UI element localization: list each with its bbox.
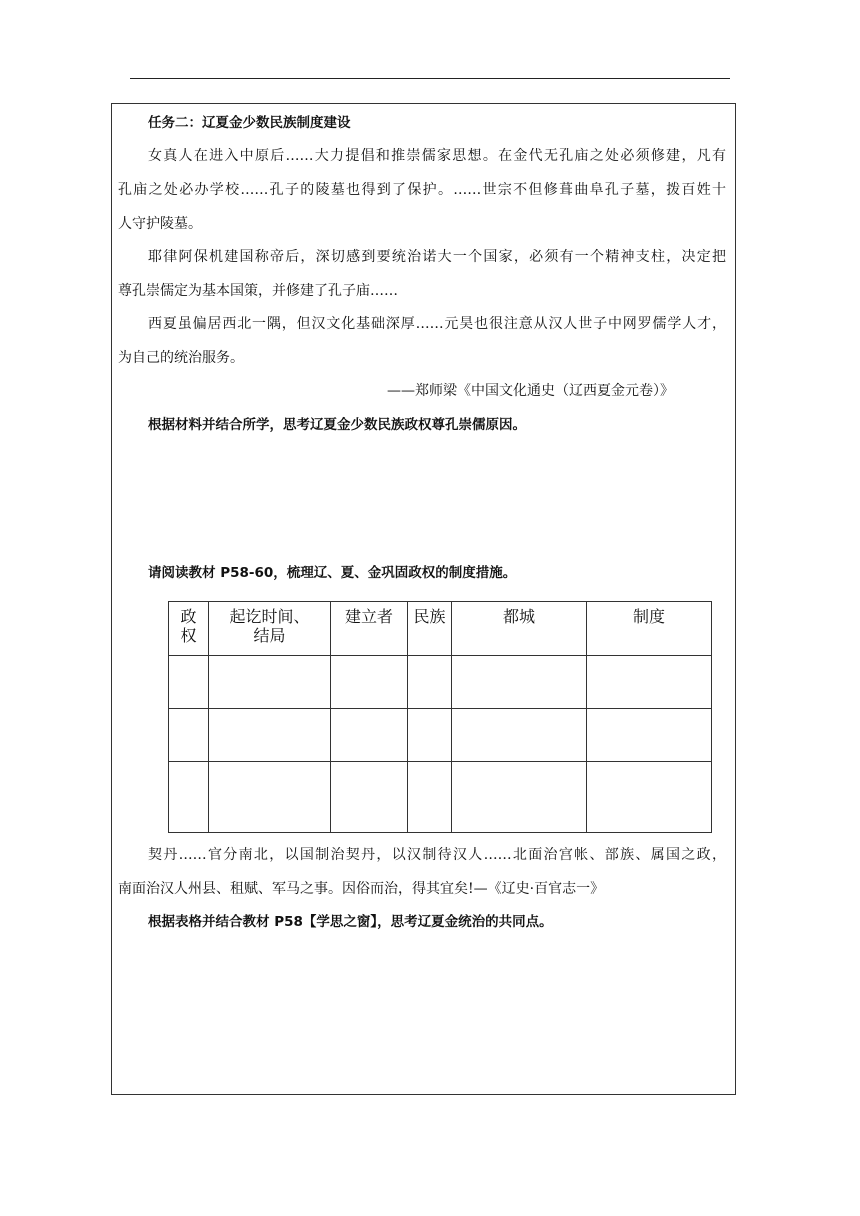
table-row [169, 762, 712, 833]
header-period: 起讫时间、 结局 [209, 602, 331, 656]
quote-line2: 南面治汉人州县、租赋、军马之事。因俗而治，得其宜矣!—《辽史·百官志一》 [118, 881, 605, 897]
material-p2-line2: 尊孔崇儒定为基本国策，并修建了孔子庙…… [118, 283, 398, 299]
table-header-row [169, 602, 712, 656]
material-p1-line3: 人守护陵墓。 [118, 216, 202, 232]
quote-line1: 契丹……官分南北，以国制治契丹，以汉制待汉人……北面治宫帐、部族、属国之政， [148, 847, 726, 863]
task-title: 任务二：辽夏金少数民族制度建设 [148, 115, 351, 131]
regime-table [168, 601, 712, 833]
material-p3-line2: 为自己的统治服务。 [118, 350, 244, 366]
question-2: 根据表格并结合教材 P58【学思之窗】，思考辽夏金统治的共同点。 [148, 914, 553, 930]
header-ethnicity: 民族 [408, 602, 452, 656]
table-row [169, 709, 712, 762]
table-row [169, 656, 712, 709]
header-regime: 政 权 [169, 602, 209, 656]
material-p3-line1: 西夏虽偏居西北一隅，但汉文化基础深厚……元昊也很注意从汉人世子中网罗儒学人才， [148, 316, 726, 332]
material-source: ——郑师梁《中国文化通史（辽西夏金元卷）》 [387, 383, 674, 399]
question-1: 根据材料并结合所学，思考辽夏金少数民族政权尊孔崇儒原因。 [148, 417, 526, 433]
header-rule [130, 78, 730, 79]
table-instruction: 请阅读教材 P58-60，梳理辽、夏、金巩固政权的制度措施。 [148, 565, 517, 581]
material-p1-line2: 孔庙之处必办学校……孔子的陵墓也得到了保护。……世宗不但修葺曲阜孔子墓，拨百姓十 [118, 182, 726, 198]
header-founder: 建立者 [331, 602, 408, 656]
header-system: 制度 [587, 602, 712, 656]
material-p1-line1: 女真人在进入中原后……大力提倡和推崇儒家思想。在金代无孔庙之处必须修建，凡有 [148, 148, 726, 164]
material-p2-line1: 耶律阿保机建国称帝后，深切感到要统治诺大一个国家，必须有一个精神支柱，决定把 [148, 249, 726, 265]
header-capital: 都城 [452, 602, 587, 656]
